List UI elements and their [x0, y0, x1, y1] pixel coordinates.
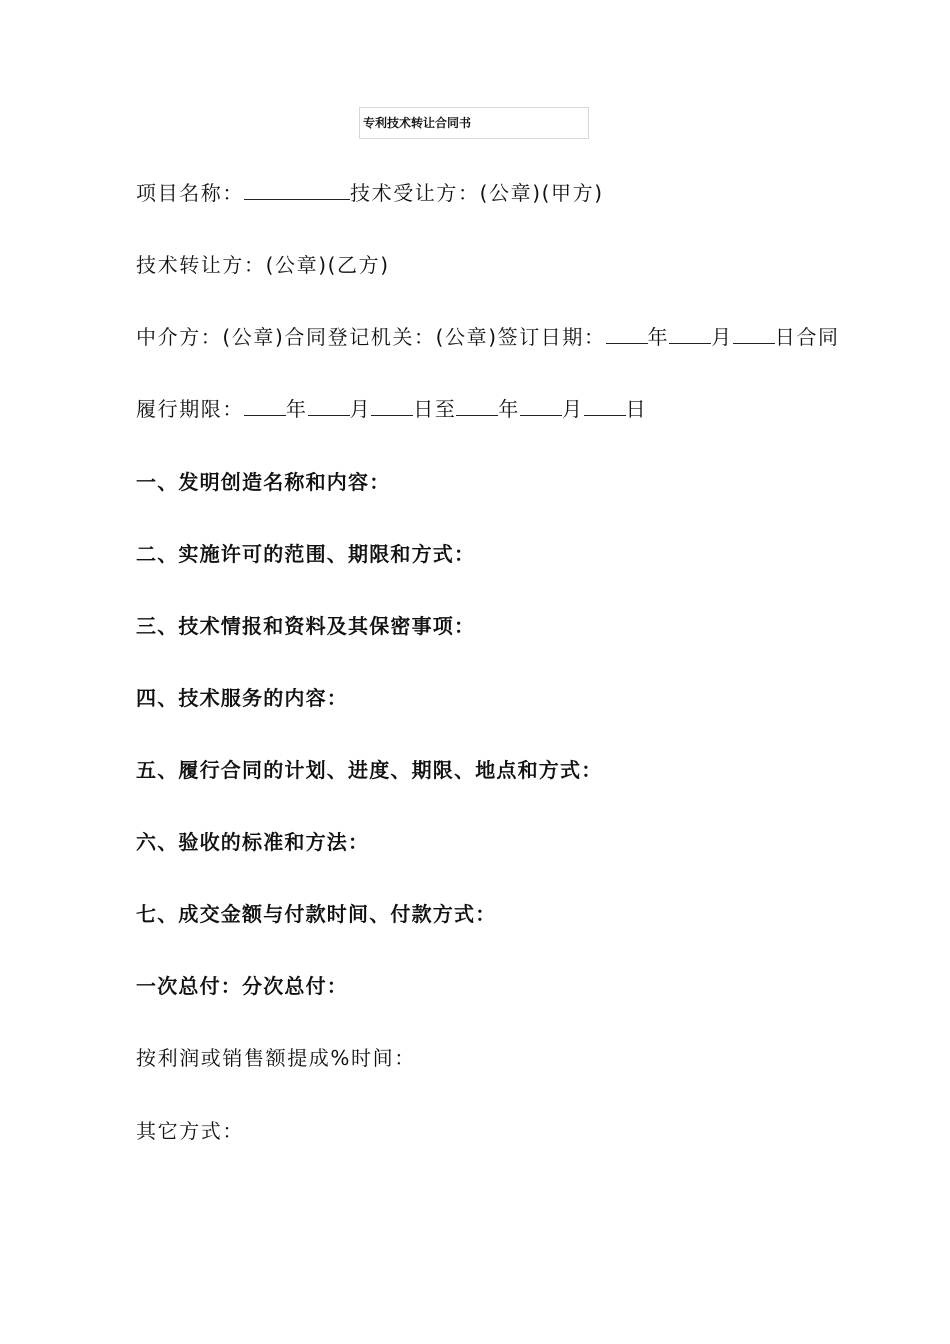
term-end-day-label: 日	[625, 397, 648, 421]
project-name-line	[136, 180, 604, 206]
sign-day-blank	[733, 325, 775, 344]
section-heading-2: 二、实施许可的范围、期限和方式：	[136, 542, 476, 566]
term-start-day-label: 日至	[413, 397, 457, 421]
payment-type-line: 一次总付：分次总付：	[136, 974, 348, 998]
section-heading-1: 一、发明创造名称和内容：	[136, 470, 391, 494]
term-start-year-blank	[244, 397, 286, 416]
term-end-day-blank	[584, 397, 626, 416]
project-name-label: 项目名称：	[136, 181, 244, 205]
document-title: 专利技术转让合同书	[359, 107, 589, 139]
term-end-month-blank	[520, 397, 562, 416]
term-start-month-blank	[308, 397, 350, 416]
term-start-year-label: 年	[286, 397, 308, 421]
transferor-line	[136, 252, 390, 278]
transferee-text: 技术受让方：(公章)(甲方)	[350, 181, 604, 205]
term-line	[136, 396, 647, 422]
term-end-month-label: 月	[562, 397, 584, 421]
section-heading-7: 七、成交金额与付款时间、付款方式：	[136, 902, 497, 926]
other-method-line: 其它方式：	[136, 1119, 244, 1143]
intermediary-line	[136, 324, 840, 350]
term-label: 履行期限：	[136, 397, 244, 421]
sign-year-label: 年	[647, 325, 670, 349]
term-start-day-blank	[371, 397, 413, 416]
project-name-blank	[244, 181, 350, 200]
profit-share-line: 按利润或销售额提成%时间：	[136, 1046, 416, 1070]
section-heading-4: 四、技术服务的内容：	[136, 686, 348, 710]
section-heading-6: 六、验收的标准和方法：	[136, 830, 370, 854]
section-heading-5: 五、履行合同的计划、进度、期限、地点和方式：	[136, 758, 603, 782]
section-heading-3: 三、技术情报和资料及其保密事项：	[136, 614, 476, 638]
sign-year-blank	[606, 325, 648, 344]
term-end-year-blank	[456, 397, 498, 416]
sign-day-contract-label: 日合同	[774, 325, 840, 349]
transferor-text: 技术转让方：(公章)(乙方)	[136, 253, 390, 277]
sign-month-label: 月	[711, 325, 733, 349]
sign-month-blank	[669, 325, 711, 344]
intermediary-label: 中介方：(公章)合同登记机关：(公章)签订日期：	[136, 325, 606, 349]
term-start-month-label: 月	[349, 397, 372, 421]
term-end-year-label: 年	[498, 397, 521, 421]
